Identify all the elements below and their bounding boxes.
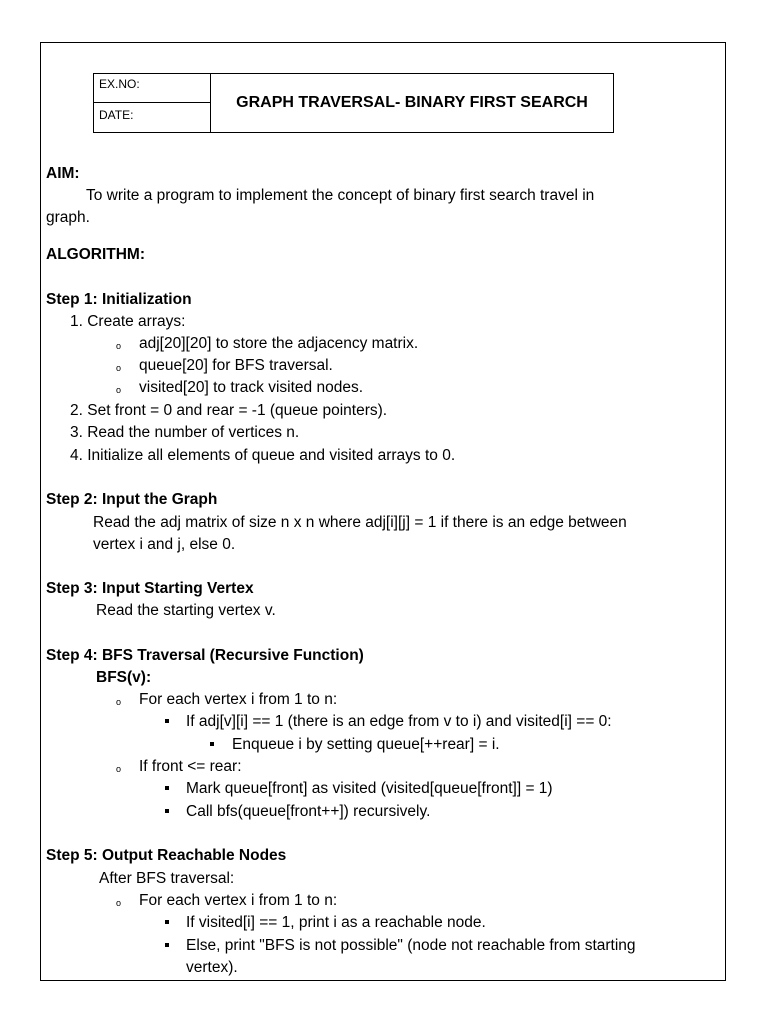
step2-line-2: vertex i and j, else 0. bbox=[93, 536, 236, 553]
step1-item-1: 1. Create arrays: bbox=[70, 313, 186, 330]
step2-heading: Step 2: Input the Graph bbox=[46, 491, 218, 508]
step1-item-3: 3. Read the number of vertices n. bbox=[70, 424, 300, 441]
step4-enqueue: Enqueue i by setting queue[++rear] = i. bbox=[232, 736, 500, 753]
step3-heading: Step 3: Input Starting Vertex bbox=[46, 580, 254, 597]
aim-line-1: To write a program to implement the concept of binary first search travel in bbox=[86, 187, 595, 204]
square-bullet-icon bbox=[165, 719, 169, 723]
step2-line-1: Read the adj matrix of size n x n where adj[i][j] = 1 if there is an edge between bbox=[93, 514, 627, 531]
page-border bbox=[40, 42, 726, 981]
step5-if-visited: If visited[i] == 1, print i as a reachable node. bbox=[186, 914, 486, 931]
step5-else-line-1: Else, print "BFS is not possible" (node not reachable from starting bbox=[186, 937, 636, 954]
step4-heading: Step 4: BFS Traversal (Recursive Function) bbox=[46, 647, 364, 664]
document-title: GRAPH TRAVERSAL- BINARY FIRST SEARCH bbox=[236, 94, 588, 111]
circle-bullet-icon: o bbox=[116, 385, 122, 395]
step1-sub-1: adj[20][20] to store the adjacency matrix. bbox=[139, 335, 419, 352]
aim-heading: AIM: bbox=[46, 165, 80, 182]
square-bullet-icon bbox=[165, 943, 169, 947]
circle-bullet-icon: o bbox=[116, 363, 122, 373]
step1-item-2: 2. Set front = 0 and rear = -1 (queue pointers). bbox=[70, 402, 388, 419]
step4-if-adj: If adj[v][i] == 1 (there is an edge from v to i) and visited[i] == 0: bbox=[186, 713, 612, 730]
circle-bullet-icon: o bbox=[116, 898, 122, 908]
step4-function-name: BFS(v): bbox=[96, 669, 152, 686]
circle-bullet-icon: o bbox=[116, 341, 122, 351]
step4-mark: Mark queue[front] as visited (visited[queue[front]] = 1) bbox=[186, 780, 553, 797]
exno-label: EX.NO: bbox=[94, 74, 210, 103]
circle-bullet-icon: o bbox=[116, 697, 122, 707]
square-bullet-icon bbox=[165, 786, 169, 790]
header-table bbox=[93, 73, 614, 133]
step4-call: Call bfs(queue[front++]) recursively. bbox=[186, 803, 431, 820]
step4-if-front: If front <= rear: bbox=[139, 758, 242, 775]
step5-for-each: For each vertex i from 1 to n: bbox=[139, 892, 338, 909]
step3-line-1: Read the starting vertex v. bbox=[96, 602, 276, 619]
header-left-column bbox=[94, 74, 211, 132]
aim-line-2: graph. bbox=[46, 209, 90, 226]
step4-for-each: For each vertex i from 1 to n: bbox=[139, 691, 338, 708]
square-bullet-icon bbox=[165, 920, 169, 924]
square-bullet-icon bbox=[210, 742, 214, 746]
square-bullet-icon bbox=[165, 809, 169, 813]
step1-sub-3: visited[20] to track visited nodes. bbox=[139, 379, 364, 396]
step5-after: After BFS traversal: bbox=[99, 870, 235, 887]
date-label: DATE: bbox=[99, 108, 134, 122]
step5-heading: Step 5: Output Reachable Nodes bbox=[46, 847, 287, 864]
step1-heading: Step 1: Initialization bbox=[46, 291, 192, 308]
circle-bullet-icon: o bbox=[116, 764, 122, 774]
step1-sub-2: queue[20] for BFS traversal. bbox=[139, 357, 333, 374]
step5-else-line-2: vertex). bbox=[186, 959, 238, 976]
step1-item-4: 4. Initialize all elements of queue and visited arrays to 0. bbox=[70, 447, 456, 464]
algorithm-heading: ALGORITHM: bbox=[46, 246, 146, 263]
